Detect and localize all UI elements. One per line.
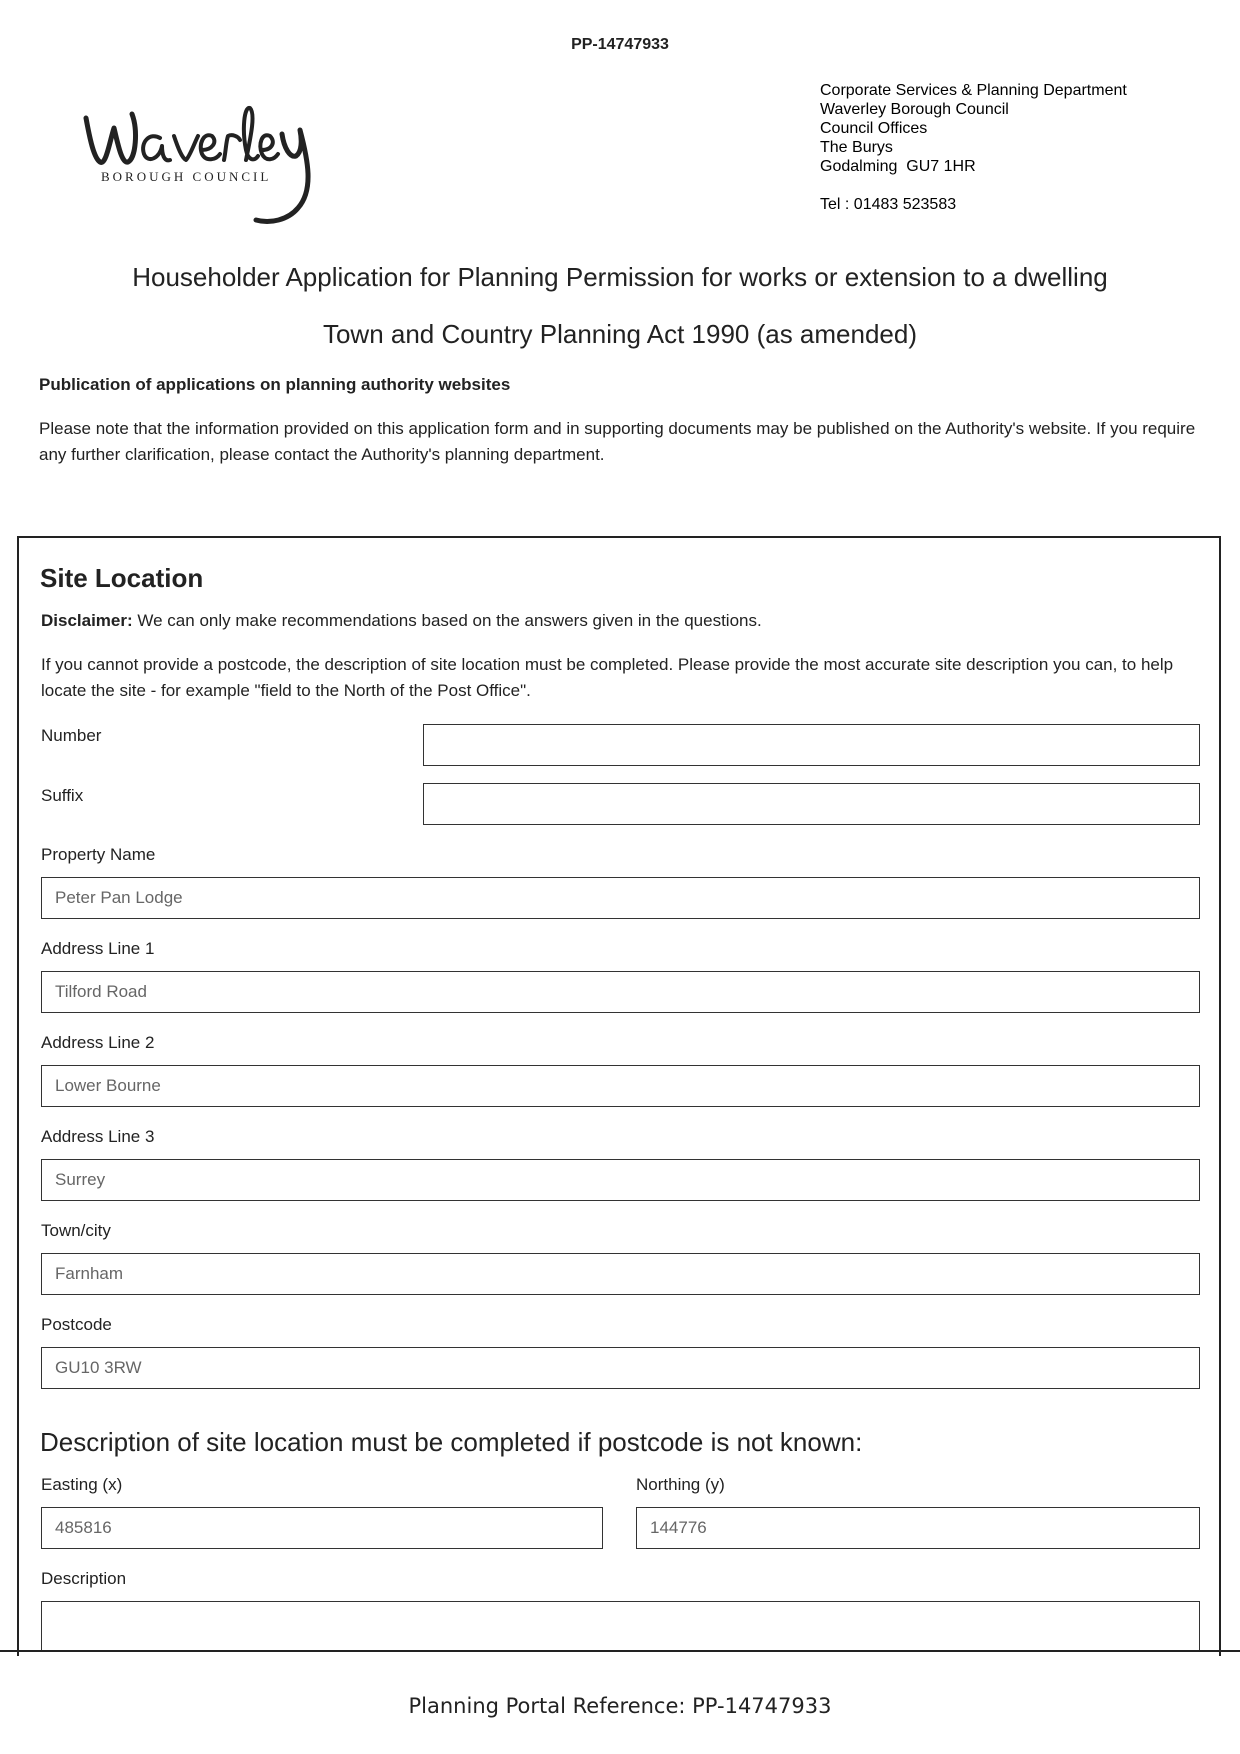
address-line-1-field[interactable]: Tilford Road [41,971,1200,1013]
property-name-field[interactable]: Peter Pan Lodge [41,877,1200,919]
address-line: Council Offices [820,120,928,137]
council-address [820,81,1127,214]
address-line-3-label: Address Line 3 [41,1127,155,1146]
publication-notice: Please note that the information provided on this application form and in supporting documents may be published on the Authority's website. If you require any further clarification, please contact the Authority's planning department. [39,419,1196,464]
address-line-2-label: Address Line 2 [41,1033,155,1052]
property-name-label: Property Name [41,845,156,864]
site-location-instructions: If you cannot provide a postcode, the description of site location must be completed. Please provide the most accurate site description you can, to help locate the site - for example "field to the North of the Post Office". [41,655,1174,700]
address-line: Corporate Services & Planning Department [820,82,1127,99]
town-city-label: Town/city [41,1221,111,1240]
address-line: Waverley Borough Council [820,101,1009,118]
publication-heading: Publication of applications on planning authority websites [39,375,511,394]
postcode-field[interactable]: GU10 3RW [41,1347,1200,1389]
form-title: Householder Application for Planning Permission for works or extension to a dwelling [132,262,1108,292]
suffix-label: Suffix [41,786,84,805]
description-heading: Description of site location must be completed if postcode is not known: [40,1427,863,1457]
description-label: Description [41,1569,127,1588]
form-subtitle: Town and Country Planning Act 1990 (as amended) [322,319,918,349]
postcode-label: Postcode [41,1315,112,1334]
northing-field[interactable]: 144776 [636,1507,1200,1549]
disclaimer-label: Disclaimer: [41,611,133,630]
address-line: The Burys [820,139,893,156]
northing-label: Northing (y) [636,1475,725,1494]
address-line-2-field[interactable]: Lower Bourne [41,1065,1200,1107]
description-textarea[interactable] [41,1601,1200,1650]
site-location-title: Site Location [40,563,204,593]
waverley-logo-graphic [80,100,330,230]
number-label: Number [41,726,102,745]
logo-subtitle: BOROUGH COUNCIL [101,169,272,184]
disclaimer-text: We can only make recommendations based on the answers given in the questions. [132,611,762,630]
council-telephone: Tel : 01483 523583 [820,196,957,213]
disclaimer [41,611,762,631]
easting-field[interactable]: 485816 [41,1507,603,1549]
document-reference: PP-14747933 [571,36,669,53]
address-line: Godalming GU7 1HR [820,158,976,175]
council-logo [80,100,330,230]
footer-divider [0,1650,1240,1652]
footer-reference: Planning Portal Reference: PP-14747933 [408,1694,832,1718]
address-line-1-label: Address Line 1 [41,939,155,958]
town-city-field[interactable]: Farnham [41,1253,1200,1295]
number-field[interactable] [423,724,1200,766]
easting-label: Easting (x) [41,1475,123,1494]
address-line-3-field[interactable]: Surrey [41,1159,1200,1201]
suffix-field[interactable] [423,783,1200,825]
